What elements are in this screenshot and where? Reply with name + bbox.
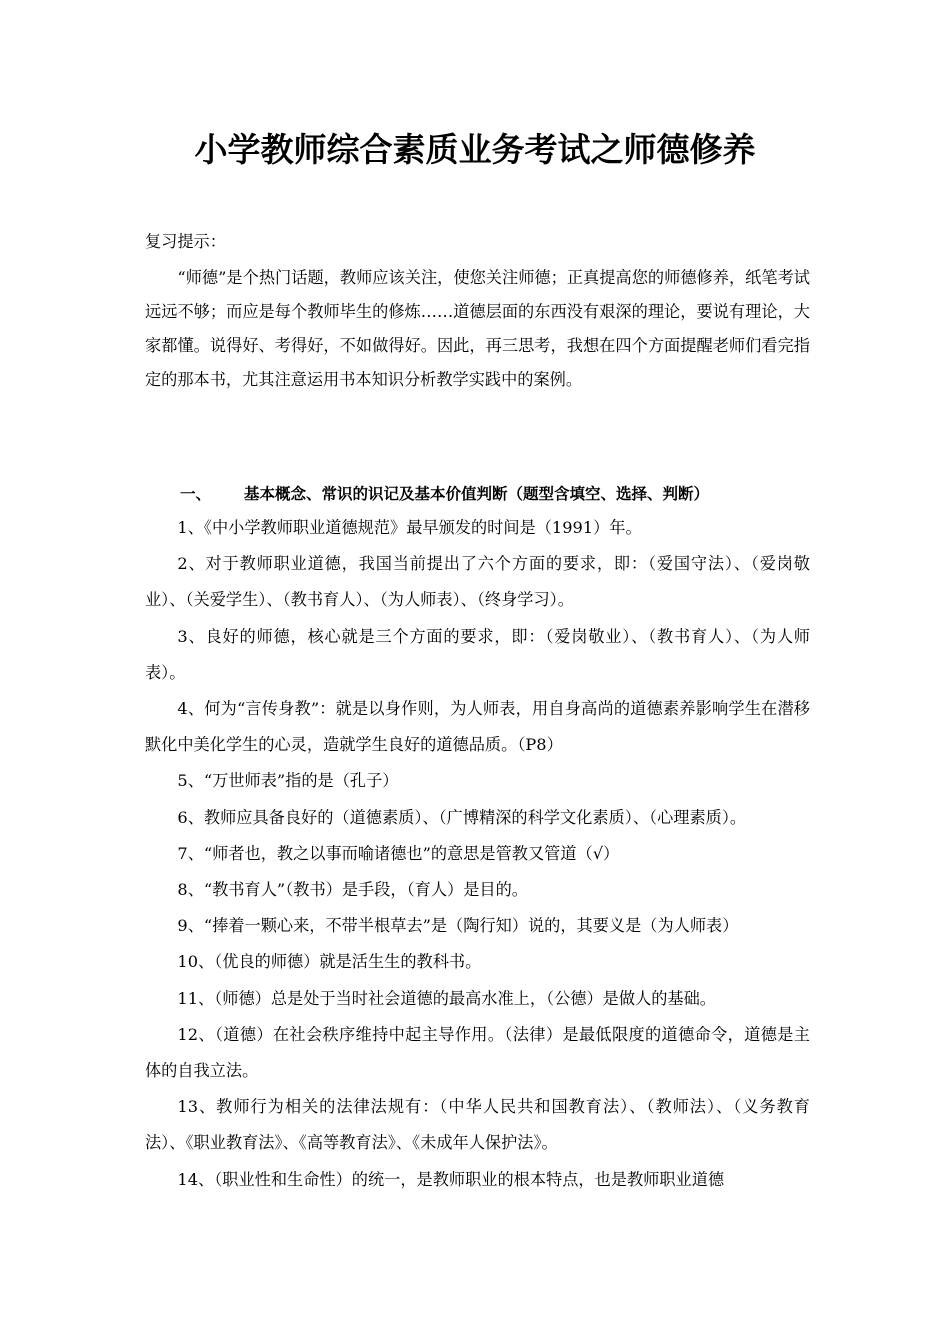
list-item: 14、（职业性和生命性）的统一，是教师职业的根本特点，也是教师职业道德 (177, 1169, 725, 1189)
list-item: 12、（道德）在社会秩序维持中起主导作用。（法律）是最低限度的道德命令，道德是主体的自我立法。 (145, 1024, 810, 1081)
list-item: 1、《中小学教师职业道德规范》最早颁发的时间是（1991）年。 (177, 518, 642, 537)
list-item: 5、“万世师表”指的是（孔子） (177, 771, 399, 791)
list-item: 2、对于教师职业道德，我国当前提出了六个方面的要求，即：（爱国守法）、（爱岗敬业）、（关爱学生）、（教书育人）、（为人师表）、（终身学习）。 (145, 554, 810, 610)
section-heading-text: 基本概念、常识的识记及基本价值判断（题型含填空、选择、判断） (244, 485, 710, 503)
list-item: 8、“教书育人”（教书）是手段，（育人）是目的。 (177, 880, 528, 900)
section-number: 一、 (180, 485, 212, 503)
list-item: 6、教师应具备良好的（道德素质）、（广博精深的科学文化素质）、（心理素质）。 (177, 807, 747, 827)
review-label: 复习提示： (145, 232, 226, 251)
list-item: 13、教师行为相关的法律法规有：（中华人民共和国教育法）、（教师法）、（义务教育法）、《职业教育法》、《高等教育法》、《未成年人保护法》。 (145, 1097, 810, 1153)
section-heading (180, 478, 820, 510)
list-item: 4、何为“言传身教”：就是以身作则，为人师表，用自身高尚的道德素养影响学生在潜移默化中美化学生的心灵，造就学生良好的道德品质。（P8） (145, 699, 810, 755)
list-item: 10、（优良的师德）就是活生生的教科书。 (177, 952, 482, 972)
intro-block (145, 261, 810, 397)
list-item: 9、“捧着一颗心来，不带半根草去”是（陶行知）说的，其要义是（为人师表） (177, 916, 739, 936)
list-item: 11、（师德）总是处于当时社会道德的最高水准上，（公德）是做人的基础。 (177, 988, 716, 1008)
list-item: 3、良好的师德，核心就是三个方面的要求，即：（爱岗敬业）、（教书育人）、（为人师表）。 (145, 626, 810, 682)
intro-paragraph: “师德”是个热门话题，教师应该关注，使您关注师德；正真提高您的师德修养，纸笔考试远远不够；而应是每个教师毕生的修炼……道德层面的东西没有艰深的理论，要说有理论，大家都懂。说得好、考得好，不如做得好。因此，再三思考，我想在四个方面提醒老师们看完指定的那本书，尤其注意运用书本知识分析教学实践中的案例。 (145, 268, 810, 389)
list-item: 7、“师者也，教之以事而喻诸德也”的意思是管教又管道（√） (177, 843, 620, 863)
document-title: 小学教师综合素质业务考试之师德修养 (194, 130, 756, 169)
question-list (145, 510, 810, 1198)
